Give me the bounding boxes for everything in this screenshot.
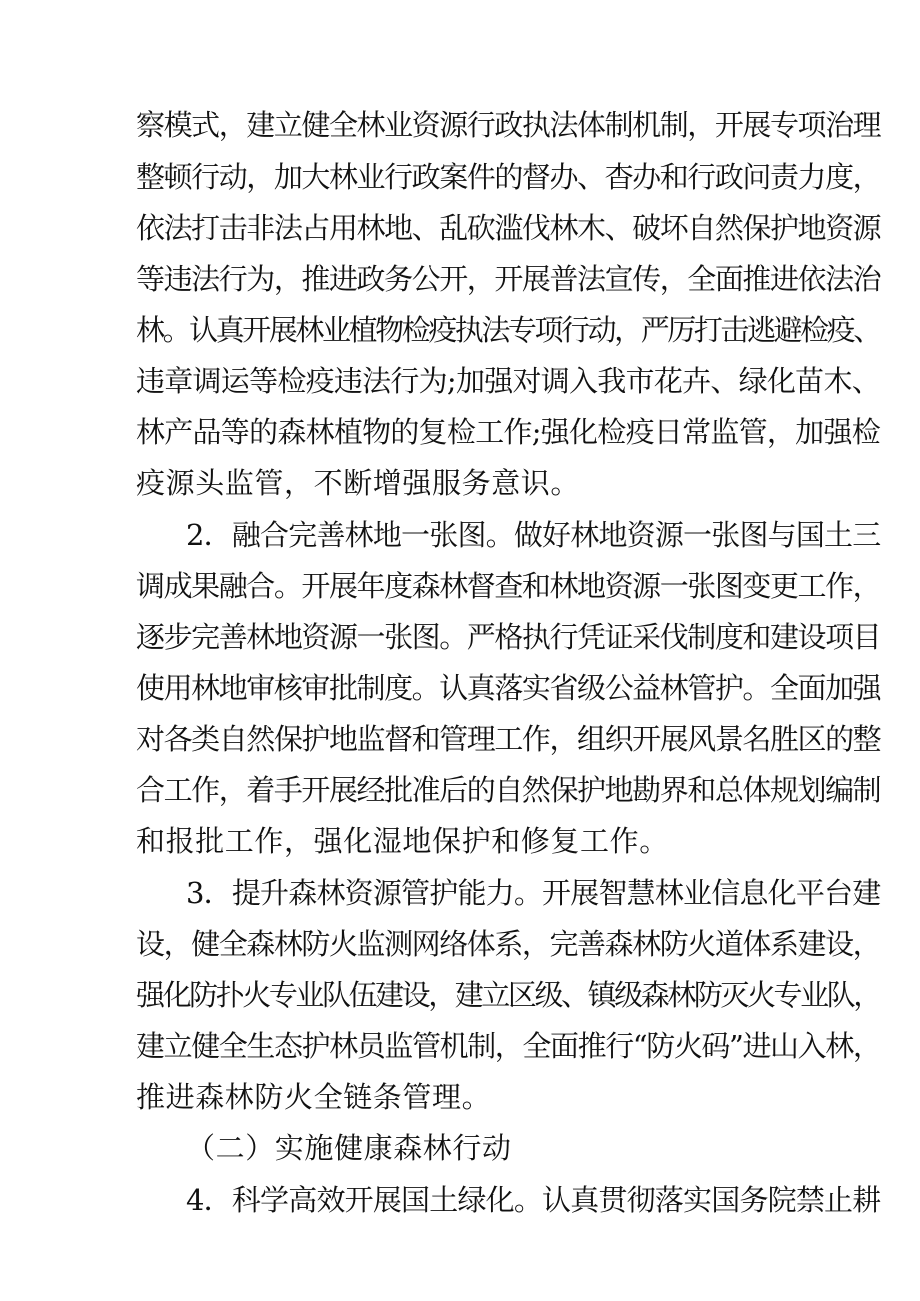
text-line: 推进森林防火全链条管理。 xyxy=(136,1080,492,1114)
text-line: 等违法行为，推进政务公开，开展普法宣传，全面推进依法治 xyxy=(136,262,881,296)
paragraph-heading-line: 3．提升森林资源管护能力。开展智慧林业信息化平台建 xyxy=(186,876,881,910)
text-line: 和报批工作，强化湿地保护和修复工作。 xyxy=(136,824,669,858)
text-line: 整顿行动，加大林业行政案件的督办、杳办和行政问责力度， xyxy=(136,160,881,194)
text-line: 调成果融合。开展年度森林督查和林地资源一张图变更工作， xyxy=(136,569,881,603)
section-heading: （二）实施健康森林行动 xyxy=(186,1131,512,1165)
text-line: 察模式，建立健全林业资源行政执法体制机制，开展专项治理 xyxy=(136,108,881,142)
text-line: 林产品等的森林植物的复检工作;强化检疫日常监管，加强检 xyxy=(136,415,880,449)
text-line: 依法打击非法占用林地、乱砍滥伐林木、破坏自然保护地资源 xyxy=(136,211,881,245)
text-line: 设，健全森林防火监测网络体系，完善森林防火道体系建设， xyxy=(136,927,881,961)
text-line: 合工作，着手开展经批准后的自然保护地勘界和总体规划编制 xyxy=(136,773,881,807)
text-line: 林。认真开展林业植物检疫执法专项行动，严厉打击逃避检疫、 xyxy=(136,313,880,347)
text-line: 疫源头监管，不断增强服务意识。 xyxy=(136,466,581,500)
text-line: 建立健全生态护林员监管机制，全面推行“防火码”进山入林， xyxy=(136,1029,881,1063)
text-line: 使用林地审核审批制度。认真落实省级公益林管护。全面加强 xyxy=(136,671,881,705)
text-line: 对各类自然保护地监督和管理工作，组织开展风景名胜区的整 xyxy=(136,722,881,756)
paragraph-heading-line: 2．融合完善林地一张图。做好林地资源一张图与国土三 xyxy=(186,518,881,552)
text-line: 强化防扑火专业队伍建设，建立区级、镇级森林防灭火专业队， xyxy=(136,978,880,1012)
text-line: 违章调运等检疫违法行为;加强对调入我市花卉、绿化苗木、 xyxy=(136,364,880,398)
paragraph-heading-line: 4．科学高效开展国土绿化。认真贯彻落实国务院禁止耕 xyxy=(186,1183,881,1217)
text-line: 逐步完善林地资源一张图。严格执行凭证采伐制度和建设项目 xyxy=(136,620,881,654)
